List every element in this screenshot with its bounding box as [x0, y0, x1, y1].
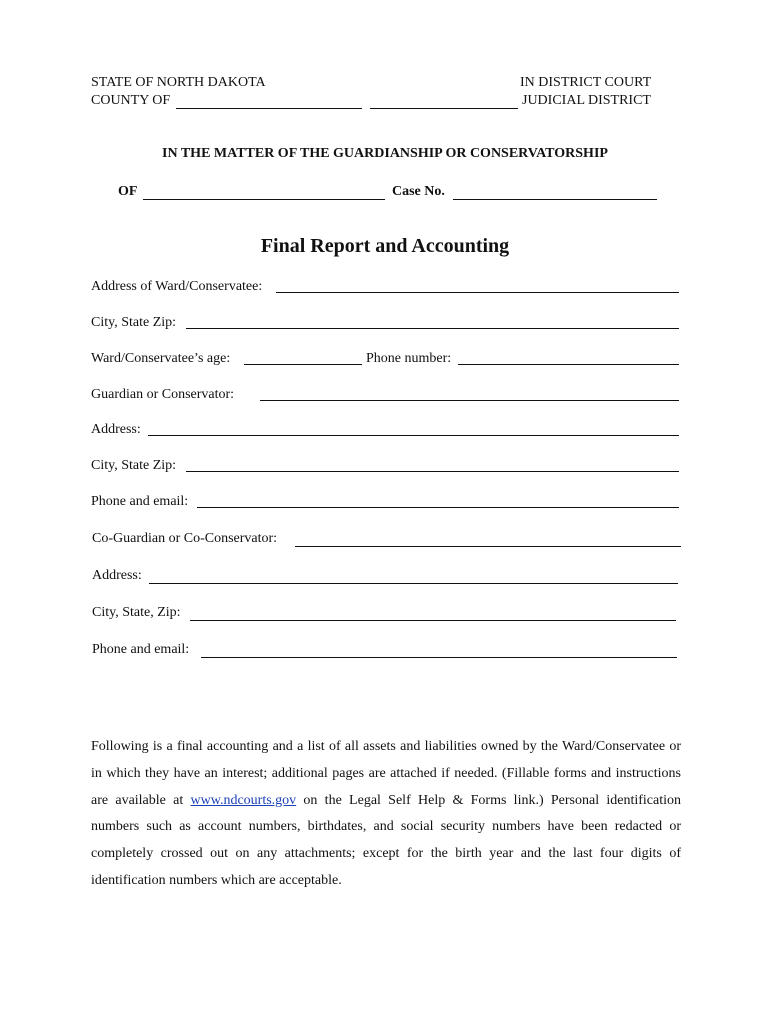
coguardian-phone-email-label: Phone and email: [92, 642, 190, 657]
coguardian-phone-email-field[interactable] [201, 657, 677, 658]
of-label: OF [118, 184, 138, 199]
coguardian-city-label: City, State, Zip: [92, 605, 181, 620]
case-no-field[interactable] [453, 199, 657, 200]
accounting-statement [91, 734, 681, 895]
coguardian-label: Co-Guardian or Co-Conservator: [92, 531, 278, 546]
coguardian-city-field[interactable] [190, 620, 676, 621]
statement-text-1: Following is a final accounting and a list of all assets and liabilities owned by the Ward/Conservatee or in which they have an interest; additional pages are attached if needed. (Fillable forms and instructions are available at [91, 739, 681, 808]
of-field[interactable] [143, 199, 385, 200]
guardian-phone-email-label: Phone and email: [91, 494, 189, 509]
district-field[interactable] [370, 108, 518, 109]
coguardian-field[interactable] [295, 546, 681, 547]
ward-address-label: Address of Ward/Conservatee: [91, 279, 263, 294]
guardian-city-field[interactable] [186, 471, 679, 472]
guardian-address-field[interactable] [148, 435, 679, 436]
ward-phone-label: Phone number: [366, 351, 452, 366]
ward-age-label: Ward/Conservatee’s age: [91, 351, 231, 366]
statement-text-2: on the Legal Self Help & Forms link.) Personal identification numbers such as account numbers, birthdates, and social security numbers have been redacted or completely crossed out on any attachments; except for the birth year and the last four digits of identification numbers which are acceptable. [91, 792, 681, 888]
case-no-label: Case No. [392, 184, 445, 199]
county-label: COUNTY OF [91, 93, 171, 108]
ward-phone-field[interactable] [458, 364, 679, 365]
guardian-field[interactable] [260, 400, 679, 401]
guardian-address-label: Address: [91, 422, 141, 437]
district-label: JUDICIAL DISTRICT [522, 93, 651, 108]
court-label: IN DISTRICT COURT [520, 75, 652, 90]
ward-city-field[interactable] [186, 328, 679, 329]
ndcourts-link[interactable]: www.ndcourts.gov [190, 792, 297, 808]
coguardian-address-field[interactable] [149, 583, 678, 584]
matter-heading: IN THE MATTER OF THE GUARDIANSHIP OR CONSERVATORSHIP [162, 146, 608, 161]
state-label: STATE OF NORTH DAKOTA [91, 75, 266, 90]
coguardian-address-label: Address: [92, 568, 142, 583]
ward-age-field[interactable] [244, 364, 362, 365]
guardian-city-label: City, State Zip: [91, 458, 177, 473]
county-field[interactable] [176, 108, 362, 109]
ward-address-field[interactable] [276, 292, 679, 293]
ward-city-label: City, State Zip: [91, 315, 177, 330]
guardian-phone-email-field[interactable] [197, 507, 679, 508]
page-title: Final Report and Accounting [260, 235, 510, 257]
guardian-label: Guardian or Conservator: [91, 387, 235, 402]
